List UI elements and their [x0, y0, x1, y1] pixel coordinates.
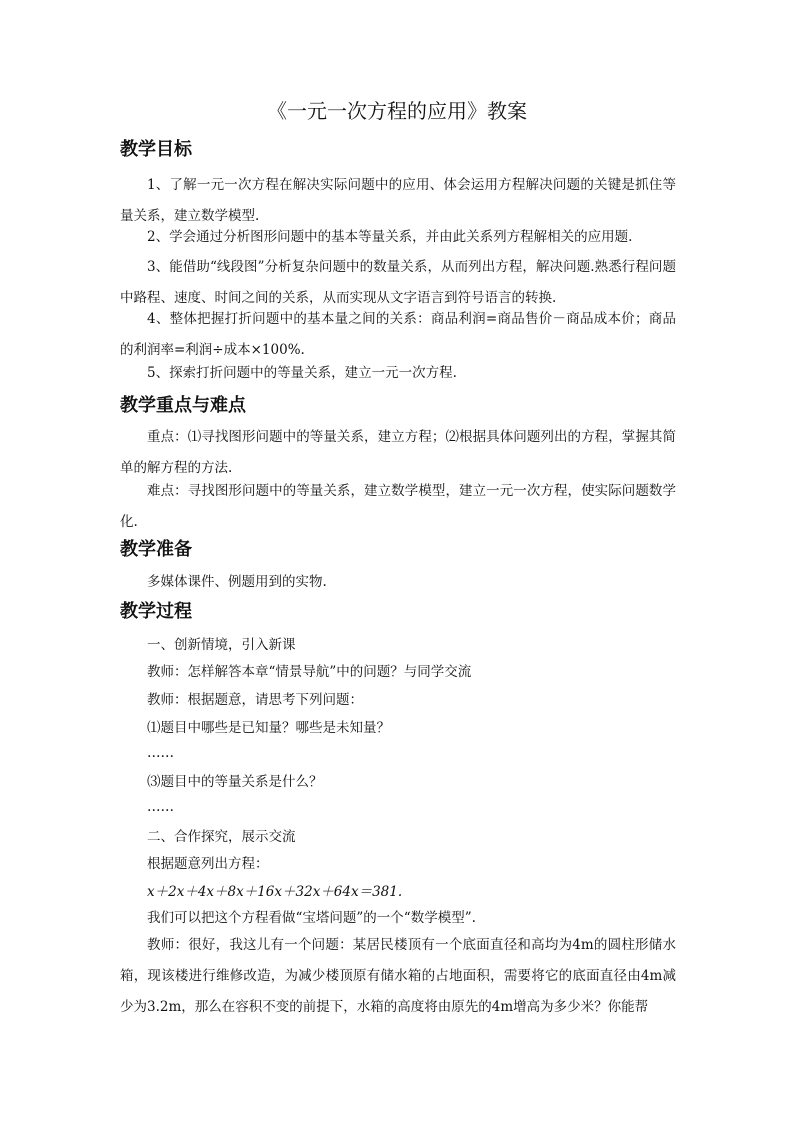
- ellipsis-line: ……: [147, 745, 174, 761]
- process-line: 二、合作探究，展示交流: [147, 829, 296, 845]
- process-line: ⑶题目中的等量关系是什么？: [147, 774, 323, 790]
- section-heading-key-points: 教学重点与难点: [120, 395, 246, 416]
- document-title: 《一元一次方程的应用》教案: [267, 99, 527, 123]
- process-line: 我们可以把这个方程看做“宝塔问题”的一个“数学模型”.: [147, 910, 476, 926]
- objective-item-5: 5、探索打折问题中的等量关系，建立一元一次方程.: [147, 365, 457, 381]
- objective-item-2: 2、学会通过分析图形问题中的基本等量关系，并由此关系列方程解相关的应用题.: [147, 229, 633, 245]
- equation-line: x＋2x＋4x＋8x＋16x＋32x＋64x＝381.: [147, 884, 403, 900]
- process-line: 教师：怎样解答本章“情景导航”中的问题？与同学交流: [147, 664, 472, 680]
- section-heading-objectives: 教学目标: [120, 139, 192, 160]
- objective-item-3: 3、能借助“线段图”分析复杂问题中的数量关系，从而列出方程，解决问题.熟悉行程问题中路程、速度、时间之间的关系，从而实现从文字语言到符号语言的转换.: [120, 259, 676, 306]
- process-line: ⑴题目中哪些是已知量？哪些是未知量？: [147, 720, 390, 736]
- section-heading-process: 教学过程: [120, 601, 192, 622]
- objective-item-4: 4、整体把握打折问题中的基本量之间的关系：商品利润=商品售价－商品成本价；商品的利润率=利润÷成本×100%.: [120, 311, 676, 358]
- section-heading-preparation: 教学准备: [120, 539, 192, 560]
- ellipsis-line: ……: [147, 799, 174, 815]
- process-line: 一、创新情境，引入新课: [147, 637, 296, 653]
- preparation-text: 多媒体课件、例题用到的实物.: [147, 574, 327, 590]
- key-point-difficulty: 难点：寻找图形问题中的等量关系，建立数学模型，建立一元一次方程，使实际问题数学化.: [120, 483, 676, 530]
- process-line: 根据题意列出方程：: [147, 856, 269, 872]
- objective-item-1: 1、了解一元一次方程在解决实际问题中的应用、体会运用方程解决问题的关键是抓住等量关系，建立数学模型.: [120, 177, 676, 224]
- key-point-focus: 重点：⑴寻找图形问题中的等量关系，建立方程；⑵根据具体问题列出的方程，掌握其简单的解方程的方法.: [120, 429, 676, 476]
- process-line: 教师：根据题意，请思考下列问题：: [147, 692, 363, 708]
- process-final-paragraph: 教师：很好，我这儿有一个问题：某居民楼顶有一个底面直径和高均为4m的圆柱形储水箱，现该楼进行维修改造，为减少楼顶原有储水箱的占地面积，需要将它的底面直径由4m减少为3.2m，那么在容积不变的前提下，水箱的高度将由原先的4m增高为多少米？你能帮: [120, 937, 676, 1015]
